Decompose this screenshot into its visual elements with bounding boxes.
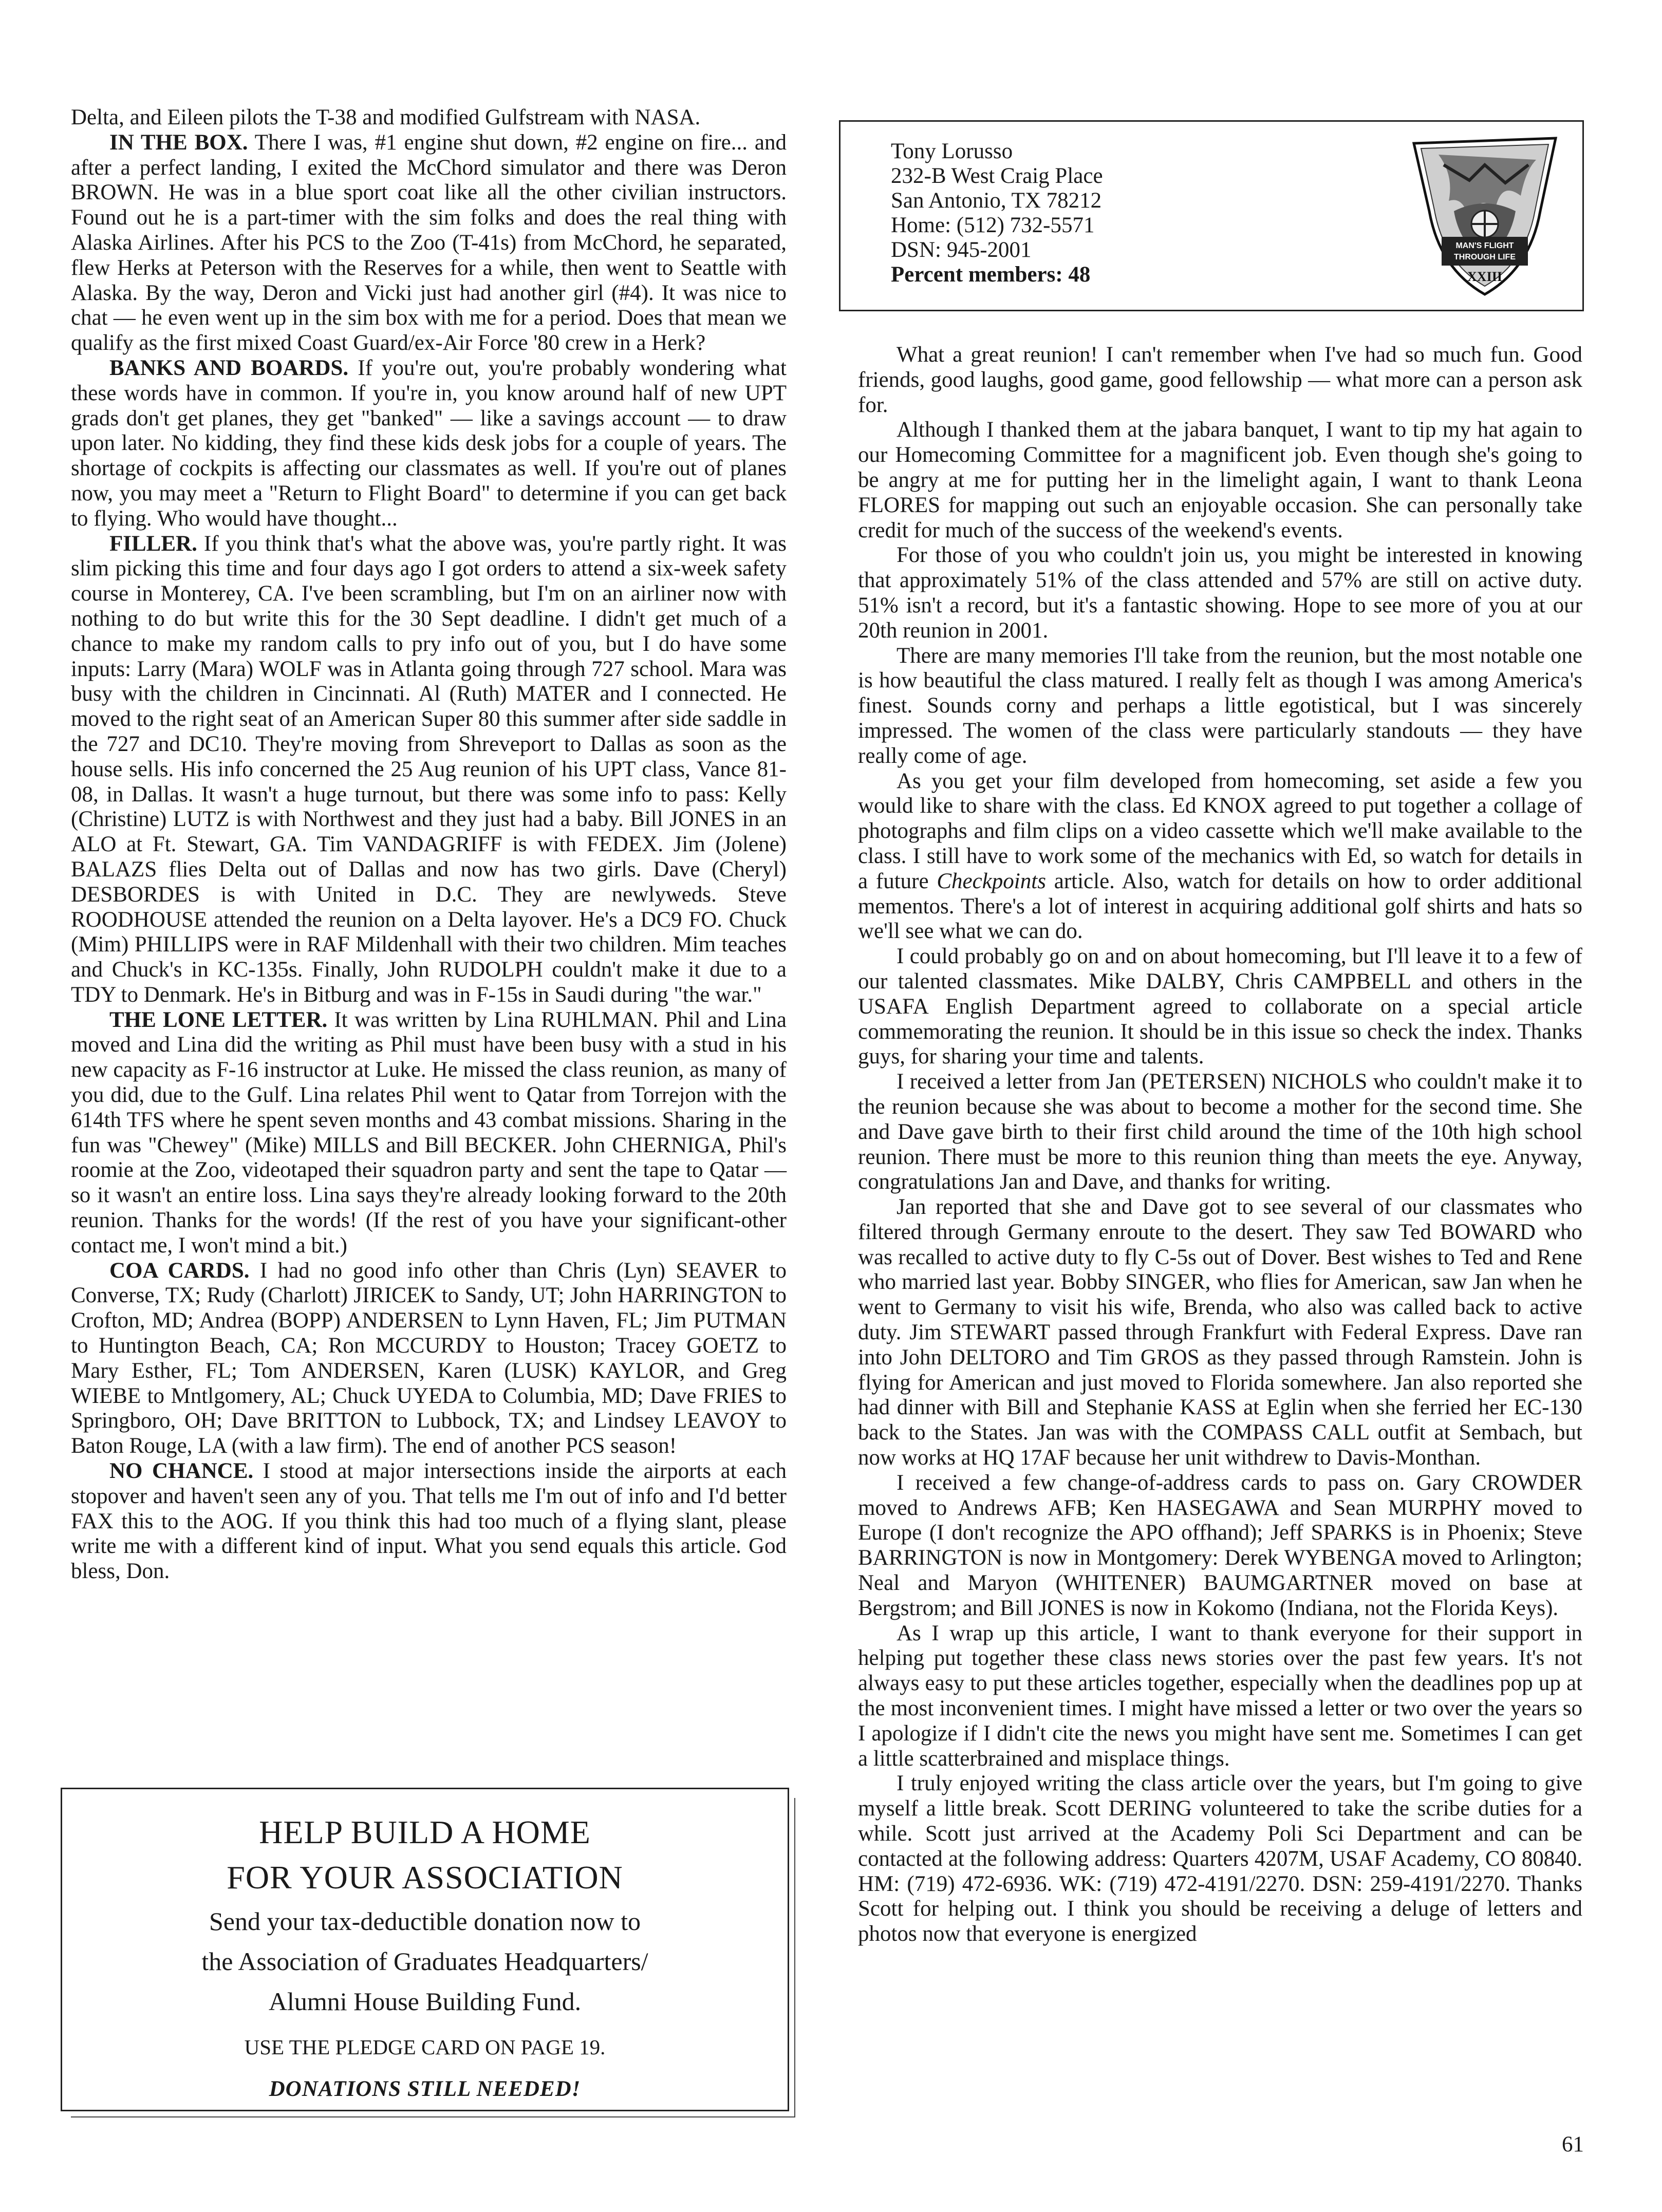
- paragraph-continuation: Delta, and Eileen pilots the T-38 and modified Gulfstream with NASA.: [71, 105, 701, 129]
- contact-home-phone: Home: (512) 732-5571: [891, 213, 1095, 237]
- section-heading: THE LONE LETTER.: [109, 1007, 328, 1032]
- class-crest-icon: [1408, 134, 1562, 298]
- paragraph-banks-and-boards: BANKS AND BOARDS. If you're out, you're probably wondering what these words have in common. If you're in, you know around half of new UPT grads don't get planes, they get "banked" — like a savings account — to draw upon later. No kidding, they find these kids desk jobs for a couple of years. The shortage of cockpits is affecting our classmates as well. If you're out of planes now, you may meet a "Return to Flight Board" to determine if you can get back to flying. Who would have thought...: [71, 355, 787, 531]
- section-heading: IN THE BOX.: [109, 130, 248, 155]
- paragraph: There are many memories I'll take from the reunion, but the most notable one is how beautiful the class matured. I really felt as though I was among America's finest. Sounds corny and perhaps a little egotistical, but I was sincerely impressed. The women of the class were particularly standouts — they have really come of age.: [858, 643, 1582, 768]
- svg-text:MAN'S FLIGHT: MAN'S FLIGHT: [1455, 241, 1514, 250]
- contact-street: 232-B West Craig Place: [891, 164, 1103, 188]
- paragraph: I received a few change-of-address cards to pass on. Gary CROWDER moved to Andrews AFB; Ken HASEGAWA and Sean MURPHY moved to Europe (I don't recognize the APO offhand); Jeff SPARKS is in Phoenix; Steve BARRINGTON is now in Montgomery: Derek WYBENGA moved to Arlington; Neal and Maryon (WHITENER) BAUMGARTNER moved on base at Bergstrom; and Bill JONES is now in Kokomo (Indiana, not the Florida Keys).: [858, 1470, 1582, 1620]
- paragraph-no-chance: NO CHANCE. I stood at major intersections inside the airports at each stopover and haven't seen any of you. That tells me I'm out of info and I'd better FAX this to the AOG. If you think this had too much of a flying slant, please write me with a different kind of input. What you send equals this article. God bless, Don.: [71, 1459, 787, 1584]
- donation-advertisement: [61, 1788, 789, 2111]
- contact-info: [891, 139, 1103, 287]
- section-heading: COA CARDS.: [109, 1258, 250, 1283]
- left-column: [71, 105, 787, 1584]
- paragraph: For those of you who couldn't join us, you might be interested in knowing that approximately 51% of the class attended and 57% are still on active duty. 51% isn't a record, but it's a fantastic showing. Hope to see more of you at our 20th reunion in 2001.: [858, 543, 1582, 643]
- paragraph: As you get your film developed from homecoming, set aside a few you would like to share with the class. Ed KNOX agreed to put together a collage of photographs and film clips on a video cassette which we'll make available to the class. I still have to work some of the mechanics with Ed, so watch for details in a future Checkpoints article. Also, watch for details on how to order additional mementos. There's a lot of interest in acquiring additional golf shirts and hats so we'll see what we can do.: [858, 768, 1583, 944]
- section-heading: BANKS AND BOARDS.: [109, 355, 349, 380]
- paragraph: I could probably go on and on about homecoming, but I'll leave it to a few of our talented classmates. Mike DALBY, Chris CAMPBELL and others in the USAFA English Department agreed to collaborate on a special article commemorating the reunion. It should be in this issue so check the index. Thanks guys, for sharing your time and talents.: [858, 944, 1582, 1069]
- class-scribe-contact-box: [839, 120, 1584, 311]
- donation-body-line: the Association of Graduates Headquarters/: [201, 1947, 648, 1976]
- paragraph: Jan reported that she and Dave got to see several of our classmates who filtered through Germany enroute to the desert. They saw Ted BOWARD who was recalled to active duty to fly C-5s out of Dover. Best wishes to Ted and Rene who married last year. Bobby SINGER, who flies for American, saw Jan when he went to Germany to visit his wife, Brenda, who also was called back to active duty. Jim STEWART passed through Frankfurt with Federal Express. Dave ran into John DELTORO and Tim GROS as they passed through Ramstein. John is flying for American and just moved to Florida somewhere. Jan also reported she had dinner with Bill and Stephanie KASS at Eglin when she ferried her EC-130 back to the States. Jan was with the COMPASS CALL outfit at Sembach, but now works at HQ 17AF because her unit withdrew to Davis-Monthan.: [858, 1195, 1582, 1470]
- paragraph: As I wrap up this article, I want to thank everyone for their support in helping put together these class news stories over the past few years. It's not always easy to put these articles together, especially when the deadlines pop up at the most inconvenient times. I might have missed a letter or two over the years so I apologize if I didn't cite the news you might have sent me. Sometimes I can get a little scatterbrained and misplace things.: [858, 1621, 1582, 1771]
- right-column: [858, 343, 1582, 1947]
- svg-text:THROUGH LIFE: THROUGH LIFE: [1454, 253, 1516, 261]
- paragraph-filler: FILLER. If you think that's what the above was, you're partly right. It was slim picking this time and four days ago I got orders to attend a six-week safety course in Monterey, CA. I've been scrambling, but I'm on an airliner now with nothing to do but write this for the 30 Sept deadline. I didn't get much of a chance to make my random calls to pry info out of you, but I do have some inputs: Larry (Mara) WOLF was in Atlanta going through 727 school. Mara was busy with the children in Cincinnati. Al (Ruth) MATER and I connected. He moved to the right seat of an American Super 80 this summer after side saddle in the 727 and DC10. They're moving from Shreveport to Dallas as soon as the house sells. His info concerned the 25 Aug reunion of his UPT class, Vance 81-08, in Dallas. It wasn't a huge turnout, but there was some info to pass: Kelly (Christine) LUTZ is with Northwest and they just had a baby. Bill JONES in an ALO at Ft. Stewart, GA. Tim VANDAGRIFF is with FEDEX. Jim (Jolene) BALAZS flies Delta out of Dallas and now has two girls. Dave (Cheryl) DESBORDES is with United in D.C. They are newlyweds. Steve ROODHOUSE attended the reunion on a Delta layover. He's a DC9 FO. Chuck (Mim) PHILLIPS were in RAF Mildenhall with their two children. Mim teaches and Chuck's in KC-135s. Finally, John RUDOLPH couldn't make it due to a TDY to Denmark. He's in Bitburg and was in F-15s in Saudi during "the war.": [71, 531, 787, 1007]
- paragraph-lone-letter: THE LONE LETTER. It was written by Lina RUHLMAN. Phil and Lina moved and Lina did the writing as Phil must have been busy with a stud in his new capacity as F-16 instructor at Luke. He missed the class reunion, as many of you did, due to the Gulf. Lina relates Phil went to Qatar from Torrejon with the 614th TFS where he spent seven months and 43 combat missions. Sharing in the fun was "Chewey" (Mike) MILLS and Bill BECKER. John CHERNIGA, Phil's roomie at the Zoo, videotaped their squadron party and sent the tape to Qatar — so it wasn't an entire loss. Lina says they're already looking forward to the 20th reunion. Thanks for the words! (If the rest of you have your significant-other contact me, I won't mind a bit.): [71, 1007, 787, 1258]
- paragraph-coa-cards: COA CARDS. I had no good info other than Chris (Lyn) SEAVER to Converse, TX; Rudy (Charlott) JIRICEK to Sandy, UT; John HARRINGTON to Crofton, MD; Andrea (BOPP) ANDERSEN to Lynn Haven, FL; Jim PUTMAN to Huntington Beach, CA; Ron MCCURDY to Houston; Tracey GOETZ to Mary Esther, FL; Tom ANDERSEN, Karen (LUSK) KAYLOR, and Greg WIEBE to Mntlgomery, AL; Chuck UYEDA to Columbia, MD; Dave FRIES to Springboro, OH; Dave BRITTON to Lubbock, TX; and Lindsey LEAVOY to Baton Rouge, LA (with a law firm). The end of another PCS season!: [71, 1258, 787, 1458]
- donations-needed: DONATIONS STILL NEEDED!: [269, 2077, 581, 2101]
- contact-city: San Antonio, TX 78212: [891, 189, 1102, 213]
- paragraph: I received a letter from Jan (PETERSEN) NICHOLS who couldn't make it to the reunion because she was about to become a mother for the second time. She and Dave gave birth to their first child around the time of the 10th high school reunion. There must be more to this reunion thing than meets the eye. Anyway, congratulations Jan and Dave, and thanks for writing.: [858, 1070, 1582, 1194]
- checkpoints-title: Checkpoints: [937, 869, 1046, 893]
- section-heading: FILLER.: [109, 531, 197, 556]
- donation-headline: HELP BUILD A HOME: [259, 1814, 591, 1850]
- pledge-card-note: USE THE PLEDGE CARD ON PAGE 19.: [244, 2035, 606, 2059]
- percent-members: Percent members: 48: [891, 263, 1091, 287]
- svg-text:XXIII: XXIII: [1467, 269, 1502, 284]
- contact-name: Tony Lorusso: [891, 139, 1013, 163]
- donation-body-line: Send your tax-deductible donation now to: [209, 1907, 641, 1936]
- paragraph-in-the-box: IN THE BOX. There I was, #1 engine shut down, #2 engine on fire... and after a perfect landing, I exited the McChord simulator and there was Deron BROWN. He was in a blue sport coat like all the other civilian instructors. Found out he is a part-timer with the sim folks and does the real thing with Alaska Airlines. After his PCS to the Zoo (T-41s) from McChord, he separated, flew Herks at Peterson with the Reserves for a while, then went to Seattle with Alaska. By the way, Deron and Vicki just had another girl (#4). It was nice to chat — he even went up in the sim box with me for a period. Does that mean we qualify as the first mixed Coast Guard/ex-Air Force '80 crew in a Herk?: [71, 130, 787, 355]
- paragraph: What a great reunion! I can't remember when I've had so much fun. Good friends, good laughs, good game, good fellowship — what more can a person ask for.: [858, 343, 1582, 417]
- section-heading: NO CHANCE.: [109, 1459, 254, 1484]
- donation-headline-2: FOR YOUR ASSOCIATION: [227, 1859, 623, 1896]
- page-number: 61: [1562, 2132, 1584, 2157]
- paragraph: Although I thanked them at the jabara banquet, I want to tip my hat again to our Homecoming Committee for a magnificent job. Even though she's going to be angry at me for putting her in the limelight again, I want to thank Leona FLORES for mapping out such an enjoyable occasion. She can personally take credit for much of the success of the weekend's events.: [858, 418, 1582, 542]
- donation-body-line: Alumni House Building Fund.: [268, 1987, 582, 2016]
- contact-dsn: DSN: 945-2001: [891, 238, 1032, 262]
- paragraph: I truly enjoyed writing the class article over the years, but I'm going to give myself a little break. Scott DERING volunteered to take the scribe duties for a while. Scott just arrived at the Academy Poli Sci Department and can be contacted at the following address: Quarters 4207M, USAF Academy, CO 80840. HM: (719) 472-6936. WK: (719) 472-4191/2270. DSN: 259-4191/2270. Thanks Scott for helping out. I think you should be receiving a deluge of letters and photos now that everyone is energized: [858, 1771, 1582, 1946]
